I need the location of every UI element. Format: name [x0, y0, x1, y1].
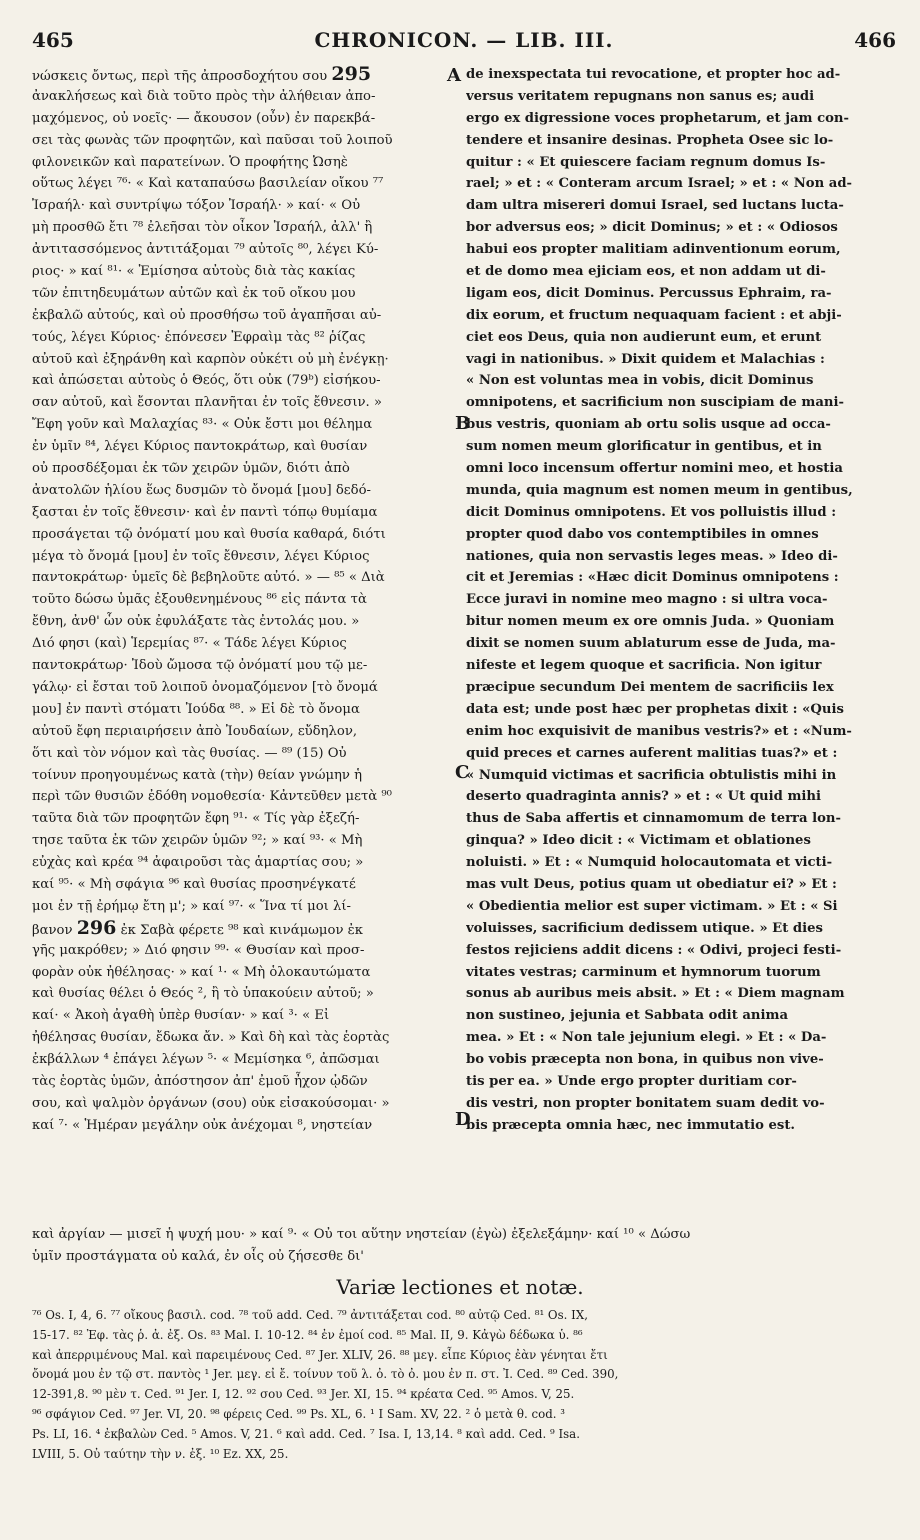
greek-text-line: τούς, λέγει Κύριος· ἐπόνεσεν Ἐφραὶμ τὰς ⁸² ῥίζας [32, 329, 366, 345]
footnote-line: ⁷⁶ Os. I, 4, 6. ⁷⁷ οἴκους βασιλ. cod. ⁷⁸ τοῦ add. Ced. ⁷⁹ ἀντιτάξεται cod. ⁸⁰ αὐτῷ Ced. ⁸¹ Os. IX, [32, 1308, 588, 1322]
greek-text-line: ἀνατολῶν ἡλίου ἕως δυσμῶν τὸ ὄνομά [μου] δεδό- [32, 482, 371, 498]
latin-text-line: habui eos propter malitiam adinventionum eorum, [466, 242, 841, 258]
greek-text-line [32, 64, 456, 86]
greek-text-line: μοι ἐν τῇ ἐρήμῳ ἔτη μ'; » καί ⁹⁷· « Ἵνα τί μοι λί- [32, 898, 352, 914]
latin-text-line: bitur nomen meum ex ore omnis Juda. » Quoniam [466, 614, 835, 630]
greek-text-line: ἐν ὑμῖν ⁸⁴, λέγει Κύριος παντοκράτωρ, καὶ θυσίαν [32, 439, 368, 455]
greek-text-line: ὅτι καὶ τὸν νόμον καὶ τὰς θυσίας. — ⁸⁹ (15) Οὐ [32, 745, 347, 761]
latin-text-line: tendere et insanire desinas. Propheta Osee sic lo- [466, 132, 834, 148]
greek-text-line: Διό φησι (καὶ) Ἱερεμίας ⁸⁷· « Τάδε λέγει Κύριος [32, 636, 347, 652]
latin-text-line: dam ultra misereri domui Israel, sed luctans lucta- [466, 198, 844, 214]
greek-text-segment: ἐκ Σαβὰ φέρετε ⁹⁸ καὶ κινάμωμον ἐκ [116, 922, 363, 938]
latin-text-line: vitates vestras; carminum et hymnorum tuorum [466, 964, 821, 980]
full-width-tail-text [32, 1224, 892, 1268]
latin-text-line: cit et Jeremias : «Hæc dicit Dominus omnipotens : [466, 570, 839, 586]
greek-text-line: ἔθνη, ἀνθ' ὧν οὐκ ἐφυλάξατε τὰς ἐντολάς μου. » [32, 614, 360, 630]
footnotes [32, 1306, 892, 1464]
greek-text-line: σει τὰς φωνὰς τῶν προφητῶν, καὶ παῦσαι τοῦ λοιποῦ [32, 132, 393, 148]
running-title: CHRONICON. — LIB. III. [314, 28, 614, 52]
greek-text-line: καί ⁷· « Ἡμέραν μεγάλην οὐκ ἀνέχομαι ⁸, νηστείαν [32, 1117, 373, 1133]
right-page-number: 466 [854, 28, 896, 52]
greek-text-segment: βανον [32, 922, 77, 938]
greek-text-line: τοῦτο δώσω ὑμᾶς ἐξουθενημένους ⁸⁶ εἰς πάντα τὰ [32, 592, 367, 608]
greek-text-line: σου, καὶ ψαλμὸν ὀργάνων (σου) οὐκ εἰσακούσομαι· » [32, 1095, 390, 1111]
greek-text-line: τὰς ἑορτὰς ὑμῶν, ἀπόστησον ἀπ' ἐμοῦ ἦχον ᾠδῶν [32, 1073, 368, 1089]
latin-text-line: voluisses, sacrificium dedissem utique. » Et dies [466, 920, 823, 936]
latin-text-line: versus veritatem repugnans non sanus es; audi [466, 88, 815, 104]
latin-column [466, 64, 890, 1137]
latin-text-line: sonus ab auribus meis absit. » Et : « Diem magnam [466, 986, 845, 1002]
latin-text-line: bo vobis præcepta non bona, in quibus non vive- [466, 1052, 824, 1068]
latin-text-line: bis præcepta omnia hæc, nec immutatio est. [466, 1117, 796, 1133]
greek-text-line: ἐκβαλῶ αὐτούς, καὶ οὐ προσθήσω τοῦ ἀγαπῆσαι αὐ- [32, 307, 382, 323]
greek-text-line: μαχόμενος, οὐ νοεῖς· — ἄκουσον (οὖν) ἐν παρεκβά- [32, 110, 376, 126]
latin-text-line: omni loco incensum offertur nomini meo, et hostia [466, 461, 843, 477]
footnote-line: 15-17. ⁸² Ἐφ. τὰς ῥ. ἀ. ἐξ. Os. ⁸³ Mal. I. 10-12. ⁸⁴ ἐν ἐμοί cod. ⁸⁵ Mal. II, 9. Κἀγὼ δέδωκα ὑ. ⁸⁶ [32, 1327, 583, 1342]
greek-column [32, 64, 456, 1137]
notes-heading: Variæ lectiones et notæ. [336, 1275, 584, 1299]
latin-text-line: dicit Dominus omnipotens. Et vos polluistis illud : [466, 504, 837, 520]
greek-text-line: Ἰσραήλ· καὶ συντρίψω τόξον Ἰσραήλ· » καί· « Οὐ [32, 198, 361, 214]
greek-text-line: παντοκράτωρ· ὑμεῖς δὲ βεβηλοῦτε αὐτό. » — ⁸⁵ « Διὰ [32, 570, 385, 586]
greek-text-line: φιλονεικῶν καὶ παρατείνων. Ὁ προφήτης Ὠσηὲ [32, 154, 348, 170]
section-marker-b: B [455, 413, 471, 434]
greek-text-line: ριος· » καί ⁸¹· « Ἐμίσησα αὐτοὺς διὰ τὰς κακίας [32, 264, 356, 280]
latin-text-line: de inexspectata tui revocatione, et propter hoc ad- [466, 67, 841, 82]
greek-text-line: φορὰν οὐκ ἠθέλησας· » καί ¹· « Μὴ ὁλοκαυτώματα [32, 964, 371, 980]
latin-text-line: ginqua? » Ideo dicit : « Victimam et oblationes [466, 833, 811, 849]
latin-text-line: propter quod dabo vos contemptibiles in omnes [466, 526, 819, 542]
greek-text-line: καὶ ἀπώσεται αὐτοὺς ὁ Θεός, ὅτι οὐκ (79ᵇ) εἰσήκου- [32, 373, 381, 389]
tail-text-line: ὑμῖν προστάγματα οὐ καλά, ἐν οἷς οὐ ζήσεσθε δι' [32, 1249, 364, 1264]
greek-text-line: μὴ προσθῶ ἔτι ⁷⁸ ἐλεῆσαι τὸν οἶκον Ἰσραήλ, ἀλλ' ἢ [32, 220, 373, 236]
latin-text-line: Ecce juravi in nomine meo magno : si ultra voca- [466, 592, 828, 608]
greek-text-line: περὶ τῶν θυσιῶν ἐδόθη νομοθεσία· Κἀντεῦθεν μετὰ ⁹⁰ [32, 789, 392, 805]
latin-text-line: thus de Saba affertis et cinnamomum de terra lon- [466, 811, 841, 827]
greek-text-line: ξασται ἐν τοῖς ἔθνεσιν· καὶ ἐν παντὶ τόπῳ θυμίαμα [32, 504, 378, 520]
greek-text-line: ἀνακλήσεως καὶ διὰ τοῦτο πρὸς τὴν ἀλήθειαν ἀπο- [32, 88, 376, 104]
latin-text-line: « Non est voluntas mea in vobis, dicit Dominus [466, 373, 814, 389]
latin-text-line: sum nomen meum glorificatur in gentibus, et in [466, 439, 822, 455]
latin-text-line: quitur : « Et quiescere faciam regnum domus Is- [466, 154, 826, 170]
latin-text-line: vagi in nationibus. » Dixit quidem et Malachias : [466, 351, 825, 367]
paragraph-number-295: 295 [331, 64, 372, 85]
latin-text-line: nifeste et legem quoque et sacrificia. Non igitur [466, 658, 822, 674]
greek-text-line: καί ⁹⁵· « Μὴ σφάγια ⁹⁶ καὶ θυσίας προσηνέγκατέ [32, 876, 356, 892]
footnote-line: ⁹⁶ σφάγιον Ced. ⁹⁷ Jer. VI, 20. ⁹⁸ φέρεις Ced. ⁹⁹ Ps. XL, 6. ¹ I Sam. XV, 22. ² ὁ μετὰ θ. cod. ³ [32, 1406, 565, 1421]
latin-text-line: noluisti. » Et : « Numquid holocautomata et victi- [466, 855, 833, 871]
latin-text-line: enim hoc exquisivit de manibus vestris?» et : «Num- [466, 723, 852, 739]
latin-text-line: tis per ea. » Unde ergo propter duritiam cor- [466, 1073, 797, 1089]
latin-text-line: data est; unde post hæc per prophetas dixit : «Quis [466, 701, 844, 717]
greek-text-line: οὕτως λέγει ⁷⁶· « Καὶ καταπαύσω βασιλείαν οἴκου ⁷⁷ [32, 176, 384, 192]
greek-text-line: καί· « Ἀκοὴ ἀγαθὴ ὑπὲρ θυσίαν· » καί ³· « Εἰ [32, 1008, 330, 1024]
greek-text-line: παντοκράτωρ· Ἰδοὺ ὤμοσα τῷ ὀνόματί μου τῷ με- [32, 658, 368, 674]
section-marker-a: A [447, 65, 461, 86]
latin-text-line: nationes, quia non servastis leges meas. » Ideo di- [466, 548, 838, 564]
latin-text-line: « Obedientia melior est super victimam. » Et : « Si [466, 898, 838, 914]
greek-text-line: ἠθέλησας θυσίαν, ἔδωκα ἄν. » Καὶ δὴ καὶ τὰς ἑορτὰς [32, 1030, 390, 1046]
latin-text-line: dixit se nomen suum ablaturum esse de Juda, ma- [466, 636, 836, 652]
latin-text-line: omnipotens, et sacrificium non suscipiam de mani- [466, 395, 844, 411]
latin-text-line: munda, quia magnum est nomen meum in gentibus, [466, 482, 853, 498]
latin-text-line: non sustineo, jejunia et Sabbata odit anima [466, 1008, 789, 1024]
running-header [32, 28, 896, 64]
latin-text-line: deserto quadraginta annis? » et : « Ut quid mihi [466, 789, 822, 805]
greek-text-line: γάλῳ· εἰ ἔσται τοῦ λοιποῦ ὀνομαζόμενον [τὸ ὄνομά [32, 679, 378, 695]
footnote-line: ὄνομά μου ἐν τῷ στ. παντὸς ¹ Jer. μεγ. εἰ ἔ. τοίνυν τοῦ λ. ὀ. τὸ ὀ. μου ἐν π. στ. Ἰ. Ced. ⁸⁹ Ced. 390, [32, 1367, 619, 1382]
greek-text-segment: νώσκεις ὄντως, περὶ τῆς ἀπροσδοχήτου σου [32, 69, 332, 84]
latin-text-line: ligam eos, dicit Dominus. Percussus Ephraim, ra- [466, 285, 832, 301]
latin-text-line: dix eorum, et fructum nequaquam facient : et abji- [466, 307, 842, 323]
latin-text-line: « Numquid victimas et sacrificia obtulistis mihi in [466, 767, 837, 783]
paragraph-number-296: 296 [76, 917, 117, 939]
latin-text-line: bus vestris, quoniam ab ortu solis usque ad occa- [466, 417, 831, 433]
greek-text-line: τησε ταῦτα ἐκ τῶν χειρῶν ὑμῶν ⁹²; » καί ⁹³· « Μὴ [32, 833, 363, 849]
latin-text-line: dis vestri, non propter bonitatem suam dedit vo- [466, 1095, 825, 1111]
latin-text-line: rael; » et : « Conteram arcum Israel; » et : « Non ad- [466, 176, 853, 192]
tail-text-line: καὶ ἀργίαν — μισεῖ ἡ ψυχή μου· » καί ⁹· « Οὐ τοι αὕτην νηστείαν (ἐγὼ) ἐξελεξάμην· καί ¹⁰ « Δώσω [32, 1227, 691, 1242]
latin-text-line: ergo ex digressione voces prophetarum, et jam con- [466, 110, 849, 126]
greek-text-line: αὐτοῦ καὶ ἐξηράνθη καὶ καρπὸν οὐκέτι οὐ μὴ ἐνέγκῃ· [32, 351, 389, 367]
latin-text-line: mea. » Et : « Non tale jejunium elegi. » Et : « Da- [466, 1030, 827, 1046]
latin-text-line: quid preces et carnes auferent malitias tuas?» et : [466, 745, 838, 761]
section-marker-d: D [455, 1109, 471, 1130]
greek-text-line: μέγα τὸ ὄνομά [μου] ἐν τοῖς ἔθνεσιν, λέγει Κύριος [32, 548, 370, 564]
greek-text-line: ταῦτα διὰ τῶν προφητῶν ἔφη ⁹¹· « Τίς γὰρ ἐξεζή- [32, 811, 360, 827]
greek-text-line: προσάγεται τῷ ὀνόματί μου καὶ θυσία καθαρά, διότι [32, 526, 386, 542]
latin-text-line: mas vult Deus, potius quam ut obediatur ei? » Et : [466, 876, 837, 892]
latin-text-line: festos rejiciens addit dicens : « Odivi, projeci festi- [466, 942, 842, 958]
latin-text-line: ciet eos Deus, quia non audierunt eum, et erunt [466, 329, 822, 345]
greek-text-line: ἀντιτασσόμενος ἀντιτάξομαι ⁷⁹ αὐτοῖς ⁸⁰, λέγει Κύ- [32, 242, 379, 258]
section-marker-c: C [455, 762, 470, 783]
latin-text-line: et de domo mea ejiciam eos, et non addam ut di- [466, 264, 826, 280]
greek-text-line: τοίνυν προηγουμένως κατὰ (τὴν) θείαν γνώμην ἡ [32, 767, 363, 783]
greek-text-line [32, 918, 456, 940]
footnote-line: Ps. LI, 16. ⁴ ἐκβαλὼν Ced. ⁵ Amos. V, 21. ⁶ καὶ add. Ced. ⁷ Isa. I, 13,14. ⁸ καὶ add. Ced. ⁹ Isa. [32, 1426, 580, 1441]
greek-text-line: μου] ἐν παντὶ στόματι Ἰούδα ⁸⁸. » Εἰ δὲ τὸ ὄνομα [32, 701, 360, 717]
latin-text-line: bor adversus eos; » dicit Dominus; » et : « Odiosos [466, 220, 838, 236]
greek-text-line: γῆς μακρόθεν; » Διό φησιν ⁹⁹· « Θυσίαν καὶ προσ- [32, 942, 365, 958]
greek-text-line: εὐχὰς καὶ κρέα ⁹⁴ ἀφαιροῦσι τὰς ἁμαρτίας σου; » [32, 855, 364, 871]
greek-text-line: τῶν ἐπιτηδευμάτων αὐτῶν καὶ ἐκ τοῦ οἴκου μου [32, 285, 356, 301]
latin-text-line: præcipue secundum Dei mentem de sacrificiis lex [466, 679, 834, 695]
greek-text-line: σαν αὐτοῦ, καὶ ἔσονται πλανῆται ἐν τοῖς ἔθνεσιν. » [32, 395, 382, 411]
greek-text-line: Ἔφη γοῦν καὶ Μαλαχίας ⁸³· « Οὐκ ἔστι μοι θέλημα [32, 417, 373, 433]
greek-text-line: οὐ προσδέξομαι ἐκ τῶν χειρῶν ὑμῶν, διότι ἀπὸ [32, 461, 350, 477]
greek-text-line: αὐτοῦ ἔφη περιαιρήσειν ἀπὸ Ἰουδαίων, εὔδηλον, [32, 723, 358, 739]
greek-text-line: καὶ θυσίας θέλει ὁ Θεός ², ἢ τὸ ὑπακούειν αὐτοῦ; » [32, 986, 374, 1002]
footnote-line: καὶ ἀπερριμένους Mal. καὶ παρειμένους Ced. ⁸⁷ Jer. XLIV, 26. ⁸⁸ μεγ. εἶπε Κύριος ἐὰν γένηται ἔτι [32, 1347, 608, 1362]
footnote-line: LVIII, 5. Οὐ ταύτην τὴν ν. ἐξ. ¹⁰ Ez. XX, 25. [32, 1446, 289, 1461]
footnote-line: 12-391,8. ⁹⁰ μὲν τ. Ced. ⁹¹ Jer. I, 12. ⁹² σου Ced. ⁹³ Jer. XI, 15. ⁹⁴ κρέατα Ced. ⁹⁵ Amos. V, 25. [32, 1387, 575, 1402]
left-page-number: 465 [32, 28, 74, 52]
greek-text-line: ἐκβάλλων ⁴ ἐπάγει λέγων ⁵· « Μεμίσηκα ⁶, ἀπῶσμαι [32, 1052, 380, 1068]
